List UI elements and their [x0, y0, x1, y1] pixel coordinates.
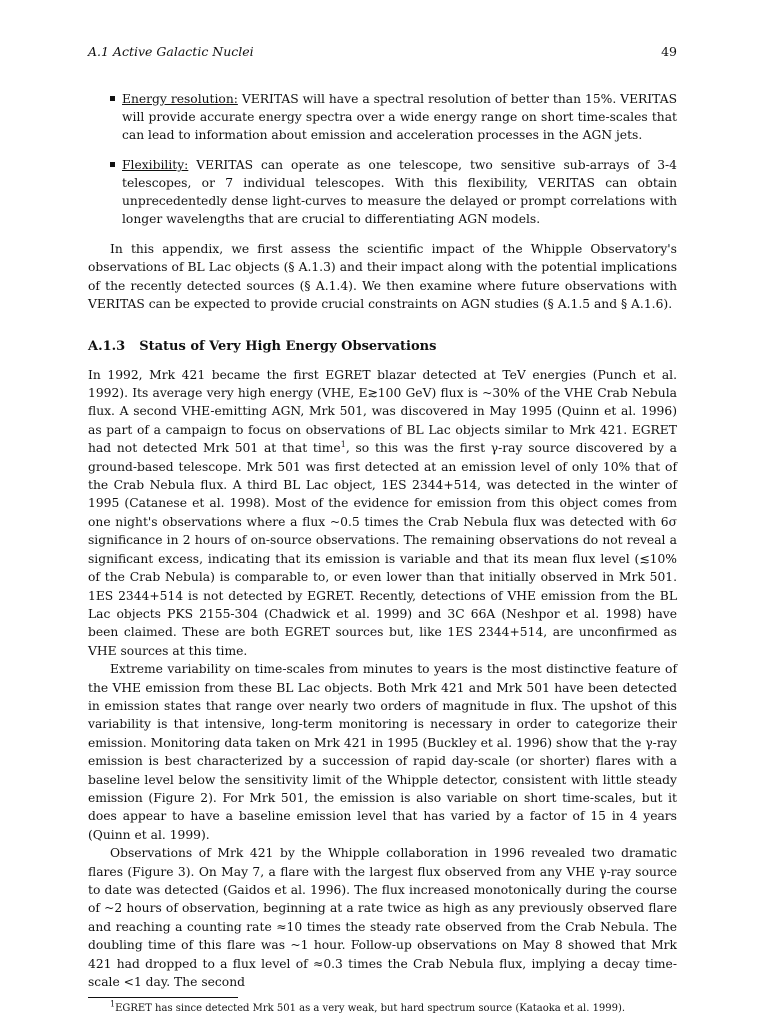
running-title: A.1 Active Galactic Nuclei: [88, 44, 254, 59]
paragraph-3: Observations of Mrk 421 by the Whipple collaboration in 1996 revealed two dramatic flares (Figure 3). On May 7, a flare with the largest flux observed from any VHE γ-ray source to date was detected (Gaidos et al. 1996). The flux increased monotonically during the course of ~2 hours of observation, beginning at a rate twice as high as any previously observed flare and reaching a counting rate ≈10 times the steady rate observed from the Crab Nebula. The doubling time of this flare was ~1 hour. Follow-up observations on May 8 showed that Mrk 421 had dropped to a flux level of ≈0.3 times the Crab Nebula flux, implying a decay time-scale <1 day. The second: [88, 846, 677, 990]
page-number: 49: [661, 44, 677, 59]
list-item-term: Flexibility:: [122, 158, 189, 172]
section-title: Status of Very High Energy Observations: [139, 338, 437, 354]
list-item: [88, 90, 677, 144]
list-item: [88, 156, 677, 228]
bullet-square-icon: [110, 96, 115, 101]
page: [88, 44, 677, 1015]
feature-list: [88, 90, 677, 228]
bullet-square-icon: [110, 162, 115, 167]
intro-paragraph: In this appendix, we first assess the scientific impact of the Whipple Observatory's observations of BL Lac objects (§ A.1.3) and their impact along with the potential implications of the recently detected sources (§ A.1.4). We then examine where future observations with VERITAS can be expected to provide crucial constraints on AGN studies (§ A.1.5 and § A.1.6).: [88, 242, 677, 312]
paragraph-1: [88, 366, 677, 661]
list-item-text: VERITAS can operate as one telescope, two sensitive sub-arrays of 3-4 telescopes, or 7 individual telescopes. With this flexibility, VERITAS can obtain unprecedentedly dense light-curves to measure the delayed or prompt correlations with longer wavelengths that are crucial to differentiating AGN models.: [122, 158, 677, 226]
footnote-text: EGRET has since detected Mrk 501 as a very weak, but hard spectrum source (Kataoka et al. 1999).: [115, 1003, 626, 1015]
paragraph-2: Extreme variability on time-scales from minutes to years is the most distinctive feature of the VHE emission from these BL Lac objects. Both Mrk 421 and Mrk 501 have been detected in emission states that range over nearly two orders of magnitude in flux. The upshot of this variability is that intensive, long-term monitoring is necessary in order to categorize their emission. Monitoring data taken on Mrk 421 in 1995 (Buckley et al. 1996) show that the γ-ray emission is best characterized by a succession of rapid day-scale (or shorter) flares with a baseline level below the sensitivity limit of the Whipple detector, consistent with little steady emission (Figure 2). For Mrk 501, the emission is also variable on short time-scales, but it does appear to have a baseline emission level that has varied by a factor of 15 in 4 years (Quinn et al. 1999).: [88, 662, 677, 842]
footnote-reference[interactable]: 1: [340, 440, 346, 450]
paragraph-text: In 1992, Mrk 421 became the first EGRET blazar detected at TeV energies (Punch et al. 1992). Its average very high energy (VHE, E≳100 GeV) flux is ~30% of the VHE Crab Nebula flux. A second VHE-emitting AGN, Mrk 501, was discovered in May 1995 (Quinn et al. 1996) as part of a campaign to focus on observations of BL Lac objects similar to Mrk 421. EGRET had not detected Mrk 501 at that time: [88, 367, 677, 456]
footnote: [88, 1002, 677, 1015]
footnote-mark: 1: [110, 1000, 116, 1010]
section-number: A.1.3: [88, 338, 126, 354]
footnote-divider: [88, 997, 238, 998]
running-header: [88, 44, 677, 60]
list-item-text: VERITAS will have a spectral resolution of better than 15%. VERITAS will provide accurate energy spectra over a wide energy range on short time-scales that can lead to information about emission and acceleration processes in the AGN jets.: [122, 92, 677, 142]
paragraph-text: , so this was the first γ-ray source discovered by a ground-based telescope. Mrk 501 was first detected at an emission level of only 10% that of the Crab Nebula flux. A third BL Lac object, 1ES 2344+514, was detected in the winter of 1995 (Catanese et al. 1998). Most of the evidence for emission from this object comes from one night's observations where a flux ~0.5 times the Crab Nebula flux was detected with 6σ significance in 2 hours of on-source observations. The remaining observations do not reveal a significant excess, indicating that its emission is variable and that its mean flux level (≲10% of the Crab Nebula) is comparable to, or even lower than that initially observed in Mrk 501. 1ES 2344+514 is not detected by EGRET. Recently, detections of VHE emission from the BL Lac objects PKS 2155-304 (Chadwick et al. 1999) and 3C 66A (Neshpor et al. 1998) have been claimed. These are both EGRET sources but, like 1ES 2344+514, are unconfirmed as VHE sources at this time.: [88, 441, 677, 658]
section-heading: [88, 338, 677, 356]
list-item-term: Energy resolution:: [122, 92, 238, 106]
